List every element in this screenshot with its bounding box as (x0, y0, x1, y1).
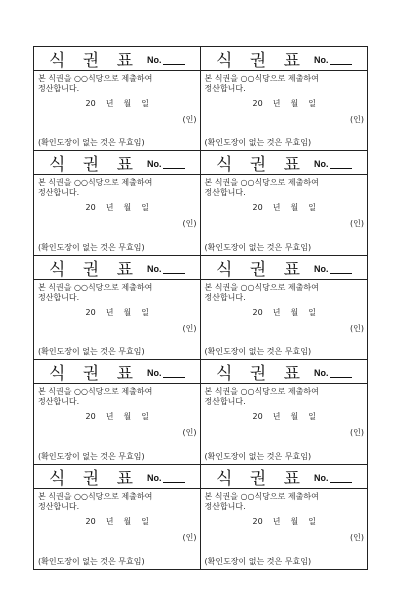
ticket-date (38, 517, 197, 527)
date-year-unit: 년 (105, 307, 114, 317)
ticket-validity-note: (확인도장이 없는 것은 무효임) (204, 347, 312, 357)
ticket-validity-note: (확인도장이 없는 것은 무효임) (38, 557, 145, 566)
ticket-statement: 본 식권을 ○○식당으로 제출하여 (204, 387, 319, 397)
ticket-header (201, 465, 368, 489)
ticket-number-blank (163, 159, 185, 169)
meal-ticket (201, 465, 368, 569)
ticket-title: 식 권 표 (215, 155, 307, 176)
ticket-header (201, 360, 368, 384)
ticket-number-blank (330, 368, 352, 378)
seal-mark: (인) (350, 115, 364, 124)
ticket-body (201, 175, 368, 254)
ticket-number-label: No. (147, 263, 162, 274)
ticket-date (38, 308, 197, 318)
seal-mark: (인) (350, 428, 364, 438)
date-month-unit: 월 (290, 516, 299, 526)
ticket-number-blank (330, 159, 352, 169)
ticket-number-label: No. (147, 55, 162, 65)
meal-ticket (34, 256, 201, 360)
date-year: 20 (85, 307, 96, 317)
ticket-title: 식 권 표 (215, 51, 307, 71)
date-year: 20 (85, 203, 96, 213)
meal-ticket (201, 256, 368, 360)
ticket-body (201, 280, 368, 359)
meal-ticket-sheet (33, 46, 368, 570)
date-year-unit: 년 (105, 412, 114, 422)
date-day-unit: 일 (308, 203, 316, 213)
seal-mark: (인) (182, 428, 197, 438)
date-month-unit: 월 (123, 412, 132, 422)
ticket-header (34, 151, 200, 175)
ticket-date (38, 203, 197, 213)
date-year-unit: 년 (272, 516, 281, 526)
meal-ticket (201, 47, 368, 151)
date-day-unit: 일 (308, 99, 316, 108)
ticket-number-blank (163, 368, 185, 378)
ticket-number-blank (330, 55, 352, 65)
date-day-unit: 일 (141, 99, 149, 108)
date-year: 20 (85, 516, 96, 526)
ticket-body (201, 71, 368, 150)
ticket-title: 식 권 표 (48, 155, 140, 176)
ticket-body (201, 384, 368, 463)
ticket-number-label: No. (147, 159, 162, 170)
ticket-settlement-text: 정산합니다. (38, 188, 80, 198)
ticket-number-label: No. (147, 472, 162, 483)
ticket-settlement-text: 정산합니다. (204, 188, 246, 198)
date-year-unit: 년 (272, 412, 281, 422)
ticket-number-label: No. (314, 368, 329, 379)
seal-mark: (인) (182, 219, 197, 229)
ticket-date (205, 308, 365, 318)
date-day-unit: 일 (308, 516, 316, 526)
meal-ticket (34, 360, 201, 464)
ticket-header (201, 256, 368, 280)
date-day-unit: 일 (141, 516, 149, 526)
ticket-title: 식 권 표 (48, 468, 140, 489)
date-year-unit: 년 (105, 99, 114, 108)
ticket-number-label: No. (314, 472, 329, 483)
date-year: 20 (252, 412, 263, 422)
date-day-unit: 일 (308, 307, 316, 317)
ticket-number-label: No. (147, 368, 162, 379)
seal-mark: (인) (182, 323, 197, 333)
ticket-header (34, 360, 200, 384)
date-year-unit: 년 (105, 516, 114, 526)
ticket-statement: 본 식권을 ○○식당으로 제출하여 (38, 491, 153, 501)
ticket-statement: 본 식권을 ○○식당으로 제출하여 (38, 74, 153, 83)
date-year: 20 (252, 516, 263, 526)
ticket-statement: 본 식권을 ○○식당으로 제출하여 (204, 178, 319, 188)
ticket-statement: 본 식권을 ○○식당으로 제출하여 (38, 387, 153, 397)
ticket-validity-note: (확인도장이 없는 것은 무효임) (204, 557, 312, 566)
seal-mark: (인) (182, 115, 197, 124)
date-month-unit: 월 (123, 307, 132, 317)
ticket-validity-note: (확인도장이 없는 것은 무효임) (38, 347, 145, 357)
ticket-statement: 본 식권을 ○○식당으로 제출하여 (204, 74, 319, 83)
date-day-unit: 일 (141, 412, 149, 422)
ticket-validity-note: (확인도장이 없는 것은 무효임) (204, 138, 312, 148)
ticket-date (38, 412, 197, 422)
date-day-unit: 일 (141, 203, 149, 213)
ticket-statement: 본 식권을 ○○식당으로 제출하여 (38, 178, 153, 188)
ticket-statement: 본 식권을 ○○식당으로 제출하여 (38, 282, 153, 292)
ticket-title: 식 권 표 (215, 364, 307, 385)
meal-ticket (201, 360, 368, 464)
ticket-settlement-text: 정산합니다. (38, 84, 80, 93)
date-month-unit: 월 (290, 99, 299, 108)
date-year-unit: 년 (272, 99, 281, 108)
ticket-settlement-text: 정산합니다. (38, 501, 80, 511)
meal-ticket (34, 465, 201, 569)
ticket-settlement-text: 정산합니다. (38, 397, 80, 407)
seal-mark: (인) (350, 219, 364, 229)
date-day-unit: 일 (141, 307, 149, 317)
date-year: 20 (252, 307, 263, 317)
date-month-unit: 월 (123, 516, 132, 526)
ticket-body (34, 384, 200, 463)
date-month-unit: 월 (290, 203, 299, 213)
seal-mark: (인) (182, 532, 197, 542)
date-year-unit: 년 (272, 307, 281, 317)
meal-ticket (34, 47, 201, 151)
ticket-title: 식 권 표 (215, 259, 307, 280)
ticket-settlement-text: 정산합니다. (204, 292, 246, 302)
seal-mark: (인) (350, 532, 364, 542)
ticket-validity-note: (확인도장이 없는 것은 무효임) (204, 451, 312, 461)
ticket-title: 식 권 표 (48, 364, 140, 385)
ticket-body (34, 280, 200, 359)
ticket-validity-note: (확인도장이 없는 것은 무효임) (204, 242, 312, 252)
date-year: 20 (85, 99, 96, 108)
ticket-header (201, 47, 368, 71)
date-month-unit: 월 (290, 412, 299, 422)
date-day-unit: 일 (308, 412, 316, 422)
date-month-unit: 월 (123, 99, 132, 108)
ticket-date (205, 412, 365, 422)
ticket-number-blank (163, 473, 185, 483)
date-year-unit: 년 (272, 203, 281, 213)
ticket-number-blank (163, 264, 185, 274)
date-year: 20 (85, 412, 96, 422)
ticket-date (205, 517, 365, 527)
ticket-number-label: No. (314, 55, 329, 65)
ticket-settlement-text: 정산합니다. (38, 292, 80, 302)
ticket-validity-note: (확인도장이 없는 것은 무효임) (38, 451, 145, 461)
date-year-unit: 년 (105, 203, 114, 213)
ticket-number-blank (330, 264, 352, 274)
ticket-settlement-text: 정산합니다. (204, 397, 246, 407)
ticket-title: 식 권 표 (215, 468, 307, 489)
ticket-validity-note: (확인도장이 없는 것은 무효임) (38, 242, 145, 252)
ticket-body (201, 489, 368, 569)
seal-mark: (인) (350, 323, 364, 333)
date-year: 20 (252, 99, 263, 108)
ticket-number-blank (163, 55, 185, 65)
ticket-header (201, 151, 368, 175)
ticket-number-blank (330, 473, 352, 483)
ticket-header (34, 256, 200, 280)
ticket-validity-note: (확인도장이 없는 것은 무효임) (38, 138, 145, 148)
ticket-number-label: No. (314, 263, 329, 274)
ticket-header (34, 47, 200, 71)
ticket-body (34, 489, 200, 569)
meal-ticket (201, 151, 368, 255)
meal-ticket (34, 151, 201, 255)
ticket-settlement-text: 정산합니다. (204, 84, 246, 93)
ticket-date (205, 99, 365, 109)
ticket-settlement-text: 정산합니다. (204, 501, 246, 511)
date-month-unit: 월 (123, 203, 132, 213)
ticket-body (34, 71, 200, 150)
ticket-header (34, 465, 200, 489)
ticket-title: 식 권 표 (48, 259, 140, 280)
ticket-statement: 본 식권을 ○○식당으로 제출하여 (204, 491, 319, 501)
ticket-body (34, 175, 200, 254)
ticket-date (205, 203, 365, 213)
ticket-number-label: No. (314, 159, 329, 170)
date-year: 20 (252, 203, 263, 213)
ticket-title: 식 권 표 (48, 51, 140, 71)
date-month-unit: 월 (290, 307, 299, 317)
ticket-statement: 본 식권을 ○○식당으로 제출하여 (204, 282, 319, 292)
ticket-date (38, 99, 197, 109)
